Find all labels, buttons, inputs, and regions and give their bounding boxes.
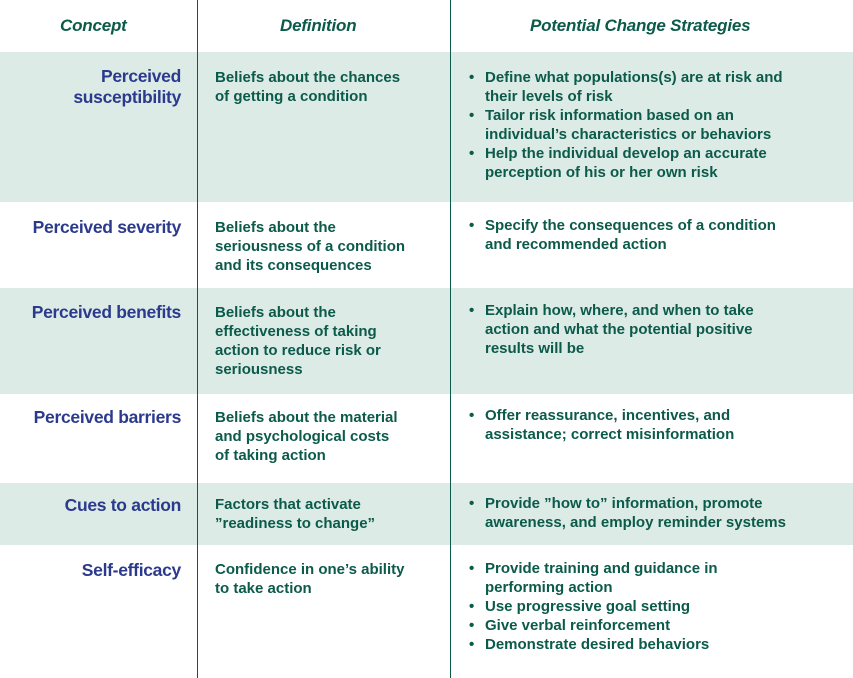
strategy-line: • Define what populations(s) are at risk and (485, 69, 783, 86)
definition-cell (215, 560, 440, 598)
strategy-item (467, 616, 847, 635)
strategy-item (467, 68, 847, 106)
strategy-item (467, 301, 847, 358)
table-row (0, 202, 853, 288)
strategy-line: • Help the individual develop an accurate (485, 145, 767, 162)
strategy-list (467, 406, 847, 444)
strategy-line: results will be (485, 340, 585, 357)
column-divider (450, 0, 451, 678)
strategy-item (467, 494, 847, 532)
strategy-item (467, 597, 847, 616)
definition-line: seriousness of a condition (215, 238, 406, 255)
concept-line: Perceived severity (32, 217, 181, 237)
table-row (0, 394, 853, 483)
definition-line: and its consequences (215, 257, 372, 274)
strategy-list (467, 216, 847, 254)
concept-cell (0, 560, 181, 581)
header-strategies: Potential Change Strategies (530, 16, 751, 35)
table-row (0, 545, 853, 678)
definition-line: and psychological costs (215, 428, 390, 445)
concept-cell (0, 66, 181, 108)
concept-line: Perceived barriers (33, 407, 181, 427)
strategy-item (467, 216, 847, 254)
definition-line: Factors that activate (215, 496, 361, 513)
definition-line: ”readiness to change” (215, 515, 376, 532)
strategy-item (467, 406, 847, 444)
strategy-line: • Offer reassurance, incentives, and (485, 407, 731, 424)
concept-line: Cues to action (64, 495, 181, 515)
concept-cell (0, 407, 181, 428)
concept-cell (0, 302, 181, 323)
definition-line: effectiveness of taking (215, 323, 377, 340)
strategy-line: • Use progressive goal setting (485, 598, 691, 615)
strategy-item (467, 106, 847, 144)
header-concept: Concept (60, 16, 127, 35)
definition-cell (215, 68, 440, 106)
concept-cell (0, 217, 181, 238)
strategy-line: action and what the potential positive (485, 321, 753, 338)
strategy-list (467, 301, 847, 358)
strategy-line: • Tailor risk information based on an (485, 107, 734, 124)
strategy-item (467, 144, 847, 182)
strategy-line: • Explain how, where, and when to take (485, 302, 754, 319)
definition-line: action to reduce risk or (215, 342, 381, 359)
strategy-line: • Give verbal reinforcement (485, 617, 671, 634)
definition-line: Beliefs about the (215, 304, 336, 321)
definition-cell (215, 408, 440, 465)
strategy-line: • Provide training and guidance in (485, 560, 718, 577)
table-row (0, 52, 853, 202)
strategy-line: perception of his or her own risk (485, 164, 718, 181)
definition-line: seriousness (215, 361, 303, 378)
strategy-line: assistance; correct misinformation (485, 426, 735, 443)
strategy-item (467, 635, 847, 654)
strategy-line: • Demonstrate desired behaviors (485, 636, 710, 653)
concept-line: Self-efficacy (81, 560, 181, 580)
definition-line: Confidence in one’s ability (215, 561, 405, 578)
concept-cell (0, 495, 181, 516)
definition-line: Beliefs about the material (215, 409, 398, 426)
concept-line: Perceived (101, 66, 181, 86)
strategy-line: their levels of risk (485, 88, 613, 105)
table-row (0, 288, 853, 394)
definition-line: of taking action (215, 447, 326, 464)
strategy-line: awareness, and employ reminder systems (485, 514, 786, 531)
definition-line: Beliefs about the (215, 219, 336, 236)
header-definition: Definition (280, 16, 357, 35)
strategy-item (467, 559, 847, 597)
definition-cell (215, 303, 440, 379)
strategy-line: and recommended action (485, 236, 667, 253)
column-divider (197, 0, 198, 678)
concept-line: susceptibility (73, 87, 181, 107)
strategy-list (467, 559, 847, 654)
definition-cell (215, 218, 440, 275)
strategy-line: • Specify the consequences of a condition (485, 217, 776, 234)
strategy-list (467, 494, 847, 532)
definition-line: to take action (215, 580, 312, 597)
strategy-line: • Provide ”how to” information, promote (485, 495, 763, 512)
strategy-line: individual’s characteristics or behaviors (485, 126, 772, 143)
strategy-list (467, 68, 847, 182)
definition-line: Beliefs about the chances (215, 69, 401, 86)
strategy-line: performing action (485, 579, 613, 596)
table-row (0, 483, 853, 545)
definition-line: of getting a condition (215, 88, 368, 105)
definition-cell (215, 495, 440, 533)
concept-line: Perceived benefits (31, 302, 181, 322)
